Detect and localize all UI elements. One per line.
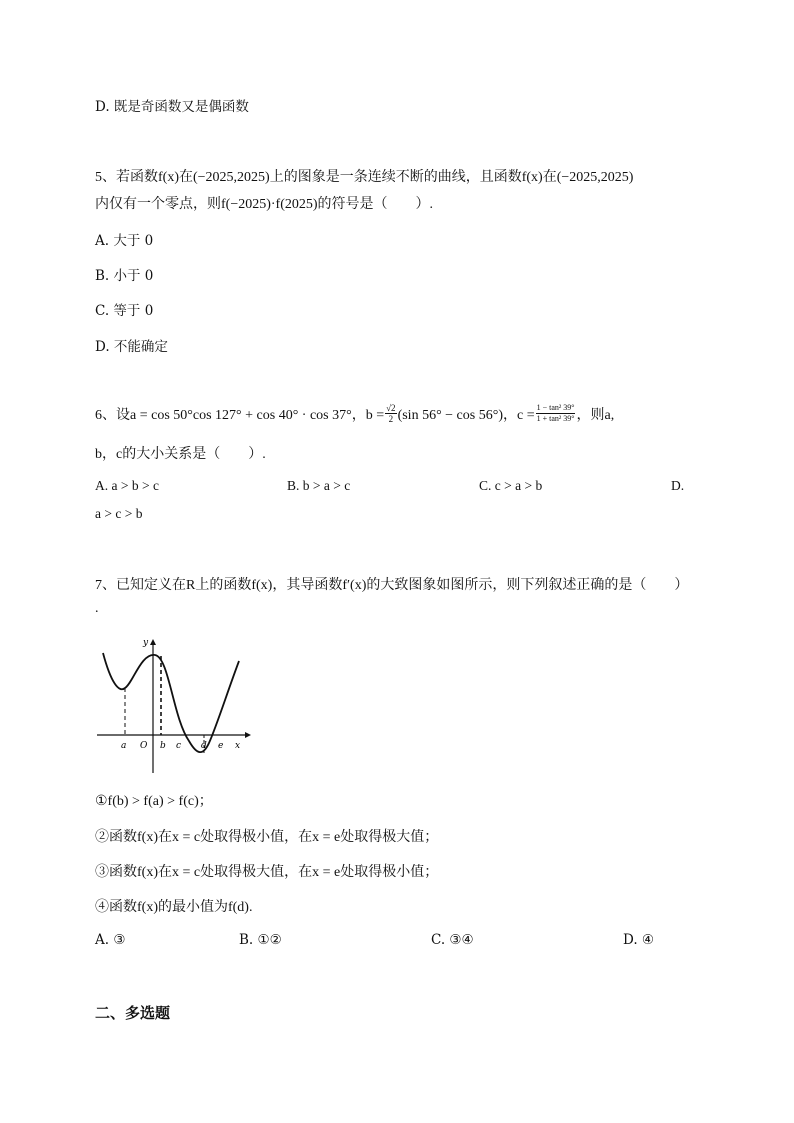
- q5-option-b: B. 小于 0: [95, 268, 154, 284]
- q6-option-b: B. b > a > c: [287, 478, 351, 493]
- q7-statement-3: ③函数f(x)在x = c处取得极大值，在x = e处取得极小值；: [95, 865, 439, 880]
- q6-fraction-b-denominator: 2: [388, 414, 394, 424]
- q7-statement-4: ④函数f(x)的最小值为f(d).: [95, 900, 253, 915]
- y-axis-arrow: [150, 639, 156, 645]
- q7-option-a: A. ③: [95, 932, 126, 948]
- q6-fraction-b: [385, 403, 396, 424]
- q7-option-c: C. ③④: [431, 932, 474, 948]
- q4-option-d: D. 既是奇函数又是偶函数: [95, 99, 249, 115]
- label-c: c: [176, 741, 182, 751]
- q7-stem-line1: 7、已知定义在R上的函数f(x)，其导函数f′(x)的大致图象如图所示，则下列叙述正确的是（ ）: [95, 578, 689, 593]
- q6-stem-line2: b，c的大小关系是（ ）.: [95, 447, 266, 462]
- q6-fraction-c: [536, 403, 576, 424]
- label-o: O: [140, 741, 148, 751]
- section-title-multiple-choice: 二、多选题: [95, 1004, 171, 1022]
- q6-stem-part-b: (sin 56° − cos 56°)，c =: [397, 407, 535, 423]
- label-e: e: [218, 741, 224, 751]
- q6-option-c: C. c > a > b: [479, 478, 543, 493]
- q7-stem-line1-cont: .: [95, 601, 99, 616]
- label-y: y: [143, 638, 149, 648]
- x-axis-arrow: [245, 732, 251, 738]
- derivative-graph-svg: [93, 633, 253, 775]
- label-d: d: [201, 741, 207, 751]
- q7-option-b: B. ①②: [239, 932, 282, 948]
- q6-stem-part-c: ，则a,: [576, 407, 615, 423]
- derivative-curve: [103, 653, 239, 752]
- q5-option-d: D. 不能确定: [95, 339, 168, 355]
- q7-statement-1: ①f(b) > f(a) > f(c)；: [95, 794, 213, 809]
- derivative-graph: [93, 633, 253, 775]
- q7-option-d: D. ④: [623, 932, 655, 948]
- label-a: a: [121, 741, 127, 751]
- q6-stem-line1: [95, 403, 614, 424]
- label-x: x: [235, 741, 241, 751]
- q6-option-d-value: a > c > b: [95, 506, 143, 521]
- q6-option-a: A. a > b > c: [95, 478, 159, 493]
- q6-fraction-b-numerator: √2: [386, 403, 396, 413]
- q5-option-c: C. 等于 0: [95, 303, 154, 319]
- q6-fraction-c-denominator: 1 + tan² 39°: [536, 414, 575, 423]
- q5-option-a: A. 大于 0: [95, 233, 154, 249]
- q5-stem-line1: 5、若函数f(x)在(−2025,2025)上的图象是一条连续不断的曲线，且函数f(x)在(−2025,2025): [95, 170, 634, 185]
- q6-stem-part-a: 6、设a = cos 50°cos 127° + cos 40° · cos 37°，b =: [95, 407, 385, 423]
- q6-fraction-c-numerator: 1 − tan² 39°: [536, 403, 575, 412]
- q7-statement-2: ②函数f(x)在x = c处取得极小值，在x = e处取得极大值；: [95, 830, 439, 845]
- q5-stem-line2: 内仅有一个零点，则f(−2025)·f(2025)的符号是（ ）.: [95, 197, 434, 212]
- q6-option-d: D.: [671, 478, 685, 493]
- label-b: b: [160, 741, 166, 751]
